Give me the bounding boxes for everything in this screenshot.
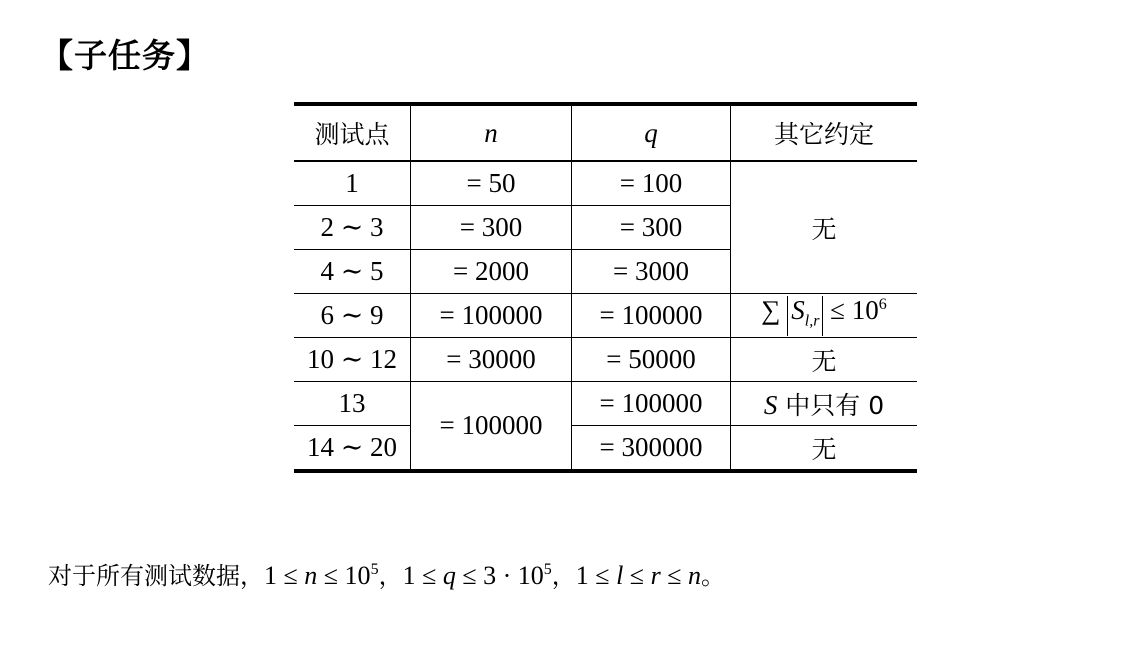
cell-test-point: 6 ∼ 9 [294, 294, 411, 338]
constraints-intro: 对于所有测试数据， [48, 562, 264, 590]
cell-other-merged: 无 [731, 161, 918, 294]
sigma-symbol: ∑ [761, 295, 781, 326]
c-end: 。 [700, 562, 725, 590]
cell-test-point: 1 [294, 161, 411, 206]
c-part2: ≤ 10 [317, 561, 371, 590]
cell-n: = 100000 [411, 294, 572, 338]
table-row [294, 426, 917, 472]
leq-bound: ≤ 10 [830, 295, 879, 326]
cell-n: = 300 [411, 206, 572, 250]
c-n1: n [304, 561, 318, 590]
cell-other: 无 [811, 434, 837, 464]
s-symbol: S [791, 295, 805, 326]
cell-other: 无 [731, 338, 918, 382]
c-sep2: ， [551, 562, 576, 590]
abs-bars [787, 296, 823, 335]
cell-other-sum [731, 294, 918, 338]
cell-test-point: 10 ∼ 12 [294, 338, 411, 382]
c-sep1: ， [378, 562, 403, 590]
s-zero-text: 中只有 0 [777, 390, 885, 420]
cell-n-merged: = 100000 [411, 382, 572, 472]
c-part6: ≤ [623, 561, 651, 590]
cell-q: = 100000 [572, 294, 731, 338]
cell-q: = 300000 [572, 426, 731, 472]
table-row [294, 294, 917, 338]
header-q: q [572, 104, 731, 161]
header-other: 其它约定 [731, 104, 918, 161]
c-q: q [442, 561, 456, 590]
c-part7: ≤ [660, 561, 688, 590]
cell-test-point: 4 ∼ 5 [294, 250, 411, 294]
subtask-table [294, 102, 917, 473]
s-subscript: l,r [804, 312, 820, 330]
cell-test-point: 13 [294, 382, 411, 426]
c-part4: ≤ 3 · 10 [455, 561, 544, 590]
c-n2: n [687, 561, 701, 590]
cell-n: = 30000 [411, 338, 572, 382]
cell-test-point: 14 ∼ 20 [294, 426, 411, 472]
c-part1: 1 ≤ [264, 561, 305, 590]
cell-test-point: 2 ∼ 3 [294, 206, 411, 250]
cell-q: = 100000 [572, 382, 731, 426]
c-part3: 1 ≤ [402, 561, 443, 590]
c-part5: 1 ≤ [575, 561, 617, 590]
table-row [294, 382, 917, 426]
c-exp2: 5 [543, 561, 552, 578]
header-n: n [411, 104, 572, 161]
c-l: l [616, 561, 624, 590]
bound-exponent: 6 [878, 296, 887, 314]
table-header-row [294, 104, 917, 161]
c-exp1: 5 [370, 561, 379, 578]
c-r: r [650, 561, 661, 590]
cell-q: = 300 [572, 206, 731, 250]
table-row [294, 338, 917, 382]
header-test-point: 测试点 [294, 104, 411, 161]
cell-n: = 50 [411, 161, 572, 206]
cell-q: = 100 [572, 161, 731, 206]
cell-q: = 50000 [572, 338, 731, 382]
cell-q: = 3000 [572, 250, 731, 294]
s-symbol: S [763, 389, 778, 420]
table-row [294, 161, 917, 206]
section-heading: 【子任务】 [40, 36, 210, 75]
cell-n: = 2000 [411, 250, 572, 294]
constraints-line [48, 556, 725, 591]
cell-other-s-zero [731, 382, 918, 426]
